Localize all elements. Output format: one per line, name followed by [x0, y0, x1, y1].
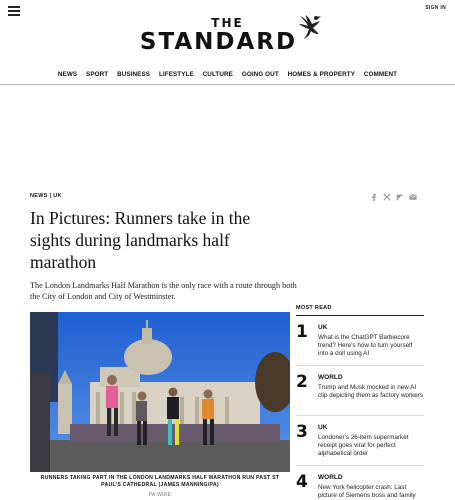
most-read-headline[interactable]: Londoner's 26-item supermarket receipt goes viral for perfect alphabetical order	[318, 434, 409, 458]
article-photo[interactable]	[30, 312, 290, 472]
most-read-number: 4	[296, 472, 308, 492]
most-read-item[interactable]	[296, 366, 424, 416]
nav-item-culture[interactable]: CULTURE	[202, 71, 233, 78]
nav-item-going-out[interactable]: GOING OUT	[241, 71, 279, 78]
article-kicker[interactable]: NEWS | UK	[30, 193, 62, 199]
most-read-item[interactable]	[296, 466, 424, 500]
most-read-headline[interactable]: New York helicopter crash: Last picture of Siemens boss and family	[318, 484, 416, 500]
nav-divider	[0, 84, 455, 85]
sign-in-link[interactable]: SIGN IN	[425, 5, 446, 11]
masthead-top: THE	[211, 16, 244, 30]
most-read-section: UK	[318, 424, 328, 431]
menu-icon[interactable]	[8, 6, 20, 16]
most-read-section: WORLD	[318, 474, 343, 481]
masthead-logo[interactable]	[0, 17, 455, 54]
email-icon[interactable]	[409, 193, 417, 201]
most-read-item[interactable]	[296, 316, 424, 366]
flipboard-icon[interactable]	[396, 193, 404, 201]
article-headline: In Pictures: Runners take in the sights during landmarks half marathon	[30, 208, 251, 272]
nav-item-news[interactable]: NEWS	[57, 71, 78, 78]
most-read-section: WORLD	[318, 374, 343, 381]
main-nav	[0, 71, 455, 78]
most-read-section: UK	[318, 324, 328, 331]
photo-credit: PA WIRE	[148, 492, 172, 498]
most-read-panel	[296, 305, 424, 500]
nav-item-comment[interactable]: COMMENT	[363, 71, 398, 78]
most-read-number: 3	[296, 422, 308, 442]
eagle-logo-icon	[296, 12, 322, 42]
nav-item-lifestyle[interactable]: LIFESTYLE	[158, 71, 194, 78]
most-read-headline[interactable]: Trump and Musk mocked in new AI clip depicting them as factory workers	[318, 384, 423, 400]
most-read-number: 2	[296, 372, 308, 392]
nav-item-sport[interactable]: SPORT	[86, 71, 109, 78]
most-read-title: MOST READ	[296, 305, 424, 316]
most-read-headline[interactable]: What is the ChatGPT Barbiecore trend? Here's how to turn yourself into a doll using AI	[318, 334, 413, 358]
most-read-number: 1	[296, 322, 308, 342]
share-bar	[370, 193, 417, 201]
most-read-item[interactable]	[296, 416, 424, 466]
nav-item-business[interactable]: BUSINESS	[117, 71, 151, 78]
masthead-main: STANDARD	[139, 29, 298, 55]
photo-caption: RUNNERS TAKING PART IN THE LONDON LANDMARKS HALF MARATHON RUN PAST ST PAUL'S CATHEDRAL (JAMES MANNING/PA)	[40, 475, 280, 488]
nav-item-homes-property[interactable]: HOMES & PROPERTY	[287, 71, 356, 78]
article-standfirst: The London Landmarks Half Marathon is the only race with a route through both the City of London and City of Westminster.	[30, 281, 297, 301]
facebook-icon[interactable]	[370, 193, 378, 201]
x-icon[interactable]	[383, 193, 391, 201]
